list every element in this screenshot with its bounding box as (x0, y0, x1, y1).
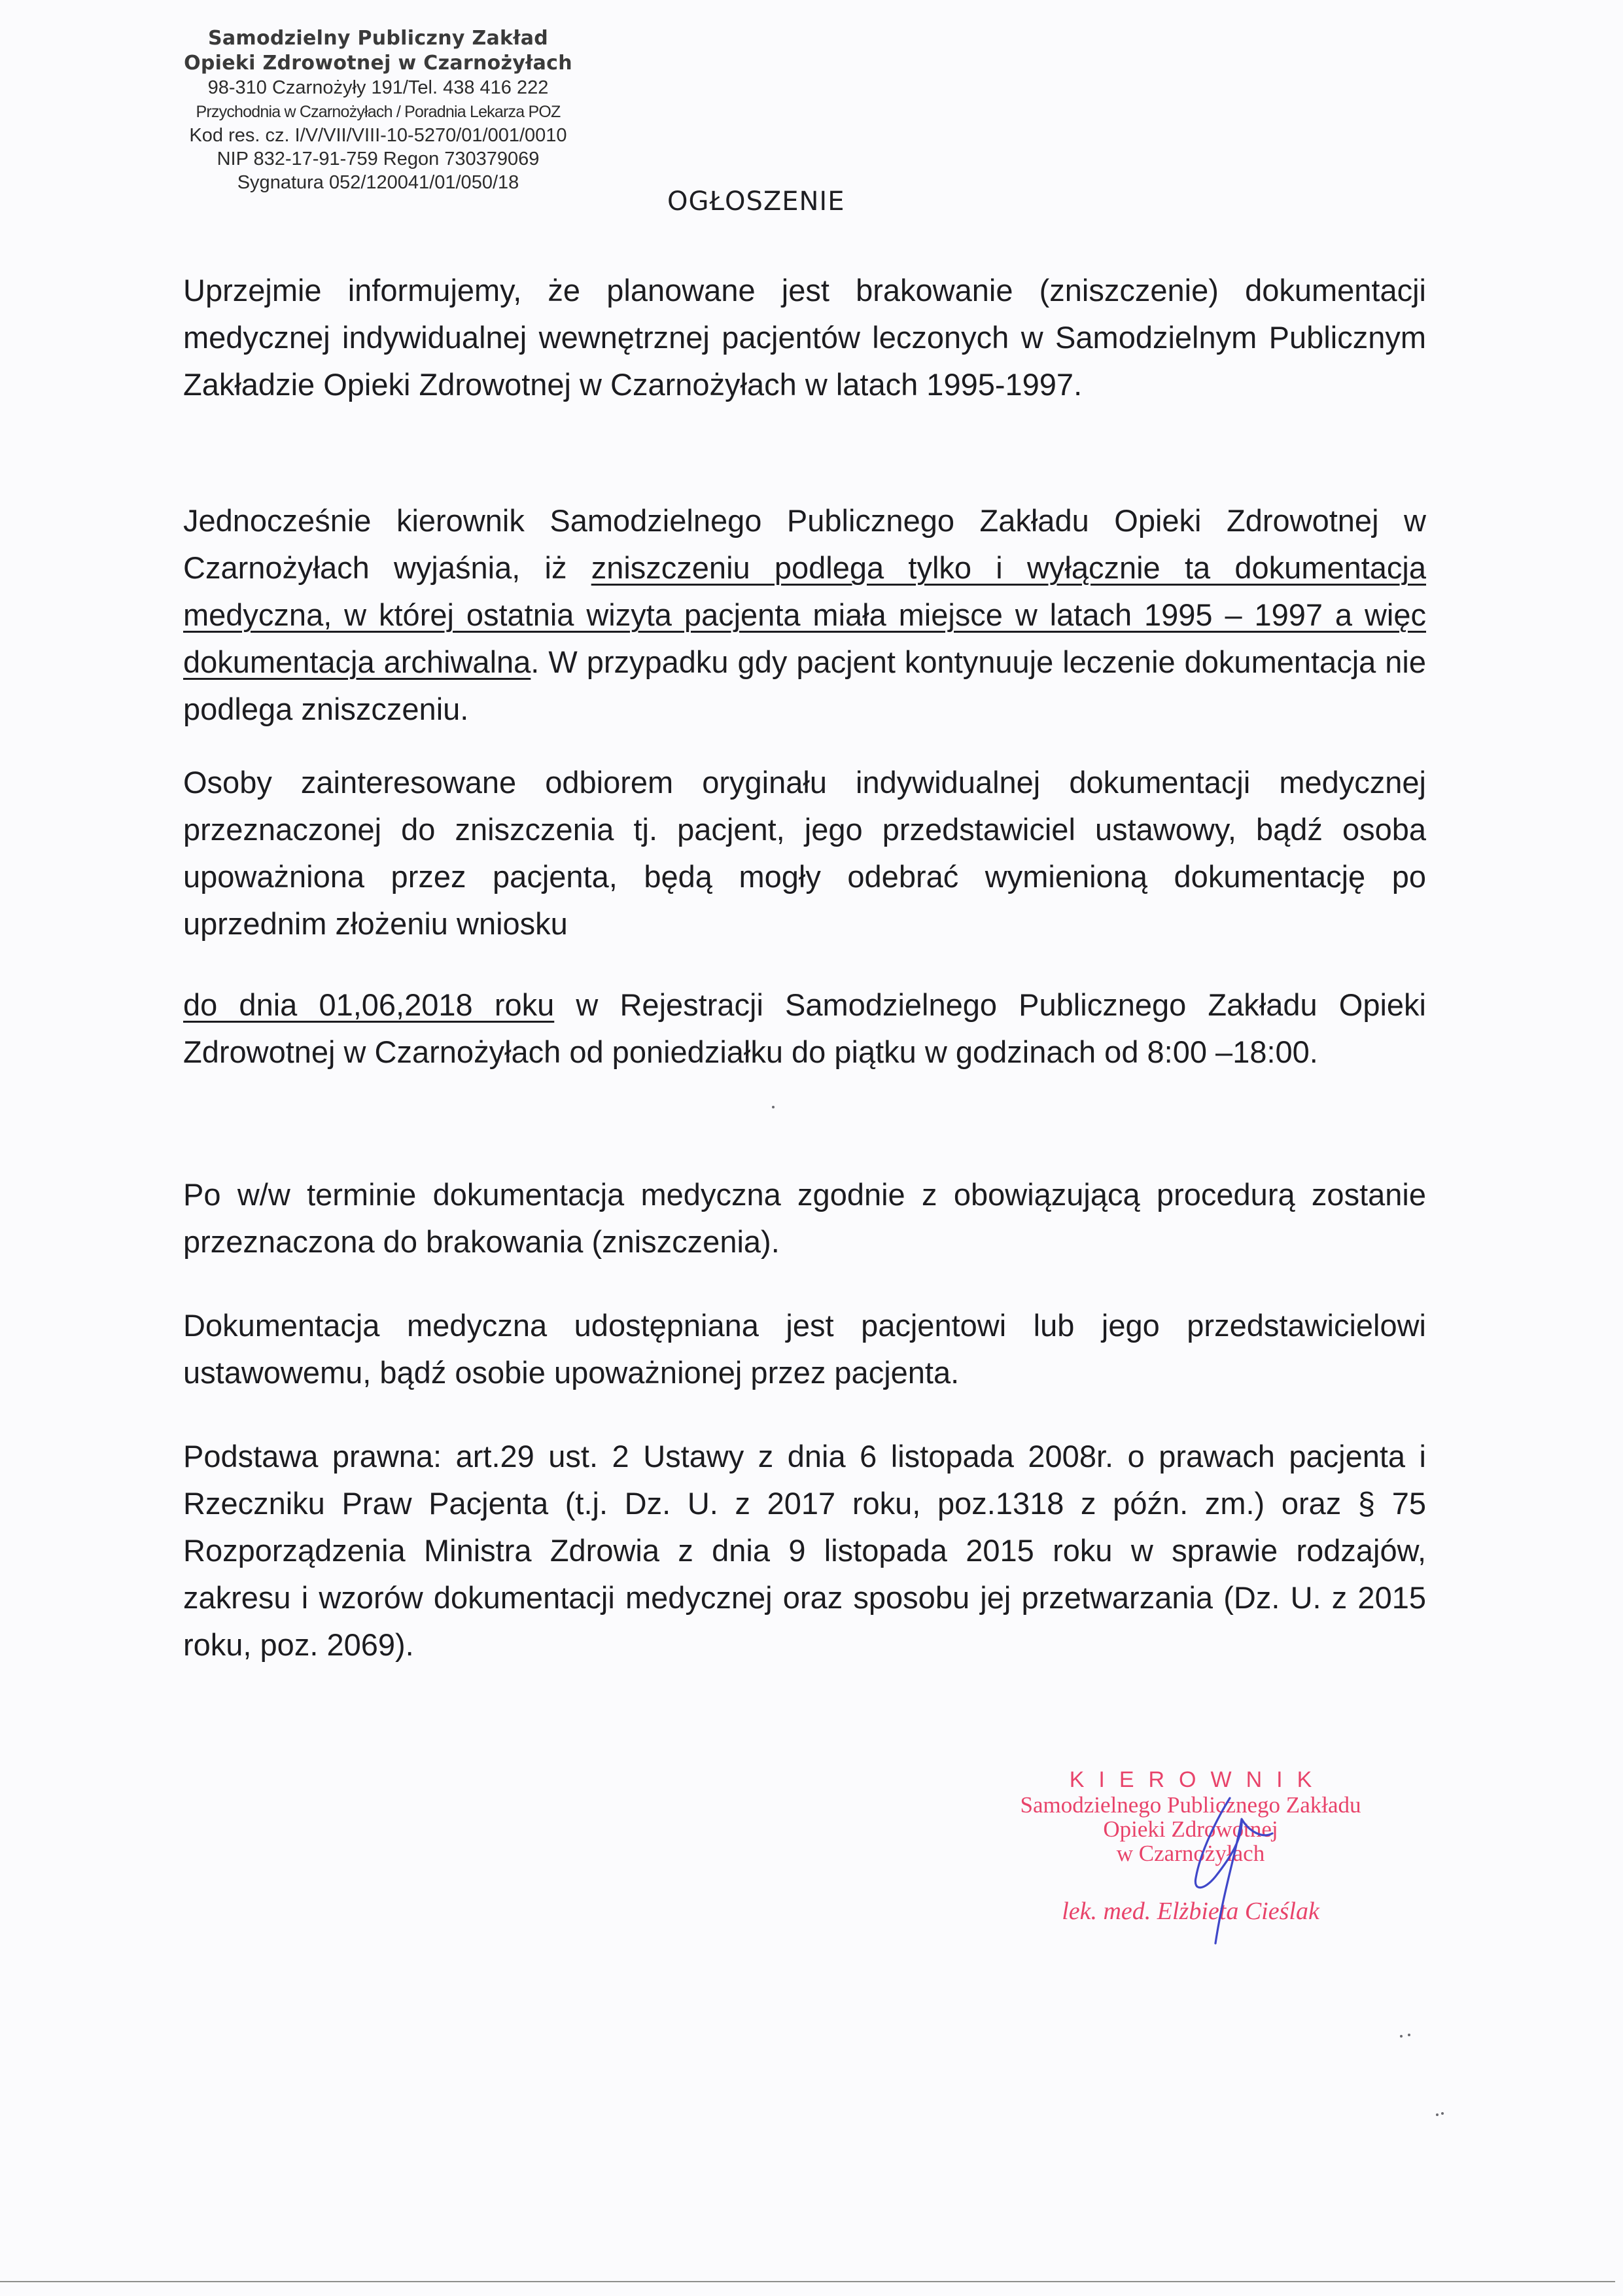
stamp-org-line2: Opieki Zdrowotnej (1103, 1816, 1278, 1842)
paragraph-intro: Uprzejmie informujemy, że planowane jest brakowanie (zniszczenie) dokumentacji medycznej indywidualnej wewnętrznej pacjentów leczonych w Samodzielnym Publicznym Zakładzie Opieki Zdrowotnej w Czarnożyłach w latach 1995-1997. (183, 273, 1426, 402)
header-org-name-line1: Samodzielny Publiczny Zakład (207, 27, 549, 50)
scan-speck (1408, 2034, 1410, 2036)
stamp-org-line1: Samodzielnego Publicznego Zakładu (1020, 1792, 1361, 1818)
stamp-org-line3: w Czarnożyłach (1116, 1841, 1265, 1866)
deadline-date: do dnia 01,06,2018 roku (183, 987, 555, 1022)
paragraph-legal-basis: Podstawa prawna: art.29 ust. 2 Ustawy z dnia 6 listopada 2008r. o prawach pacjenta i Rzeczniku Praw Pacjenta (t.j. Dz. U. z 2017 roku, poz.1318 z późn. zm.) oraz § 75 Rozporządzenia Ministra Zdrowia z dnia 9 listopada 2015 roku w sprawie rodzajów, zakresu i wzorów dokumentacji medycznej oraz sposobu jej przetwarzania (Dz. U. z 2015 roku, poz. 2069). (183, 1439, 1426, 1662)
scan-page-edge (0, 2281, 1615, 2282)
scan-speck (772, 1106, 775, 1108)
header-address: 98-310 Czarnożyły 191/Tel. 438 416 222 (207, 77, 549, 98)
header-signature-ref: Sygnatura 052/120041/01/050/18 (237, 172, 519, 193)
document-title: OGŁOSZENIE (667, 186, 845, 217)
paragraph-after-deadline: Po w/w terminie dokumentacja medyczna zgodnie z obowiązującą procedurą zostanie przeznaczona do brakowania (zniszczenia). (183, 1177, 1426, 1259)
paragraph-deadline-tail: w Rejestracji Samodzielnego Publicznego Zakładu Opieki Zdrowotnej w Czarnożyłach od poniedziałku do piątku w godzinach od 8:00 –18:00. (183, 987, 1426, 1069)
header-stamp (149, 26, 607, 194)
paragraph-deadline (183, 981, 1426, 1076)
handwritten-signature (1138, 1793, 1295, 1950)
signature-stroke (1195, 1798, 1272, 1943)
scan-speck (1441, 2112, 1444, 2115)
stamp-role: KIEROWNIK (1069, 1767, 1327, 1792)
header-org-name-line2: Opieki Zdrowotnej w Czarnożyłach (184, 52, 572, 75)
paragraph-clarification-underlined: zniszczeniu podlega tylko i wyłącznie ta dokumentacja medyczna, w której ostatnia wizyta pacjenta miała miejsce w latach 1995 – 1997 a więc dokumentacja archiwalna (183, 550, 1426, 679)
header-registry-code: Kod res. cz. I/V/VII/VIII-10-5270/01/001/0010 (189, 125, 567, 146)
paragraph-access: Dokumentacja medyczna udostępniana jest pacjentowi lub jego przedstawicielowi ustawowemu, bądź osobie upoważnionej przez pacjenta. (183, 1308, 1426, 1390)
scan-speck (1400, 2035, 1403, 2038)
paragraph-clarification-tail: . W przypadku gdy pacjent kontynuuje leczenie dokumentacja nie podlega zniszczeniu. (183, 645, 1426, 726)
paragraph-pickup: Osoby zainteresowane odbiorem oryginału indywidualnej dokumentacji medycznej przeznaczonej do zniszczenia tj. pacjent, jego przedstawiciel ustawowy, bądź osoba upoważniona przez pacjenta, będą mogły odebrać wymienioną dokumentację po uprzednim złożeniu wniosku (183, 765, 1426, 941)
paragraph-clarification-lead: Jednocześnie kierownik Samodzielnego Publicznego Zakładu Opieki Zdrowotnej w Czarnożyłach wyjaśnia, iż (183, 503, 1426, 585)
paragraph-clarification (183, 497, 1426, 733)
scan-speck (1436, 2113, 1439, 2116)
stamp-signatory-name: lek. med. Elżbieta Cieślak (1062, 1898, 1319, 1925)
header-clinic: Przychodnia w Czarnożyłach / Poradnia Lekarza POZ (196, 103, 561, 121)
header-nip-regon: NIP 832-17-91-759 Regon 730379069 (217, 149, 540, 169)
